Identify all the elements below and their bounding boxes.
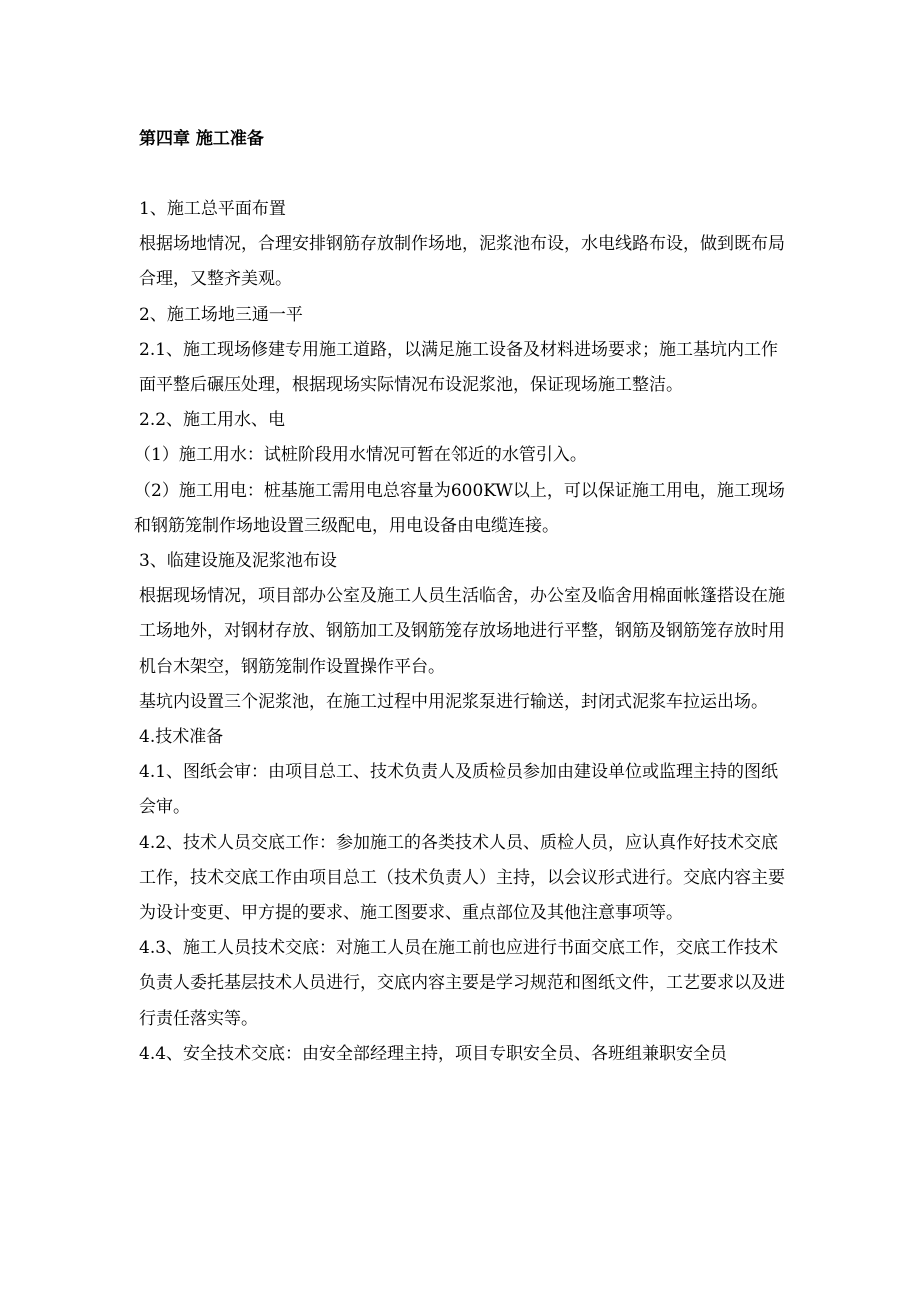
subsection-heading-2-2: 2.2、施工用水、电 bbox=[139, 410, 286, 431]
section-heading-4: 4.技术准备 bbox=[139, 727, 224, 748]
paragraph: 4.1、图纸会审：由项目总工、技术负责人及质检员参加由建设单位或监理主持的图纸会审。 bbox=[139, 762, 779, 818]
section-heading-2: 2、施工场地三通一平 bbox=[139, 304, 303, 325]
paragraph: 根据场地情况，合理安排钢筋存放制作场地，泥浆池布设，水电线路布设，做到既布局合理，又整齐美观。 bbox=[139, 234, 785, 290]
paragraph: 4.3、施工人员技术交底：对施工人员在施工前也应进行书面交底工作，交底工作技术负责人委托基层技术人员进行，交底内容主要是学习规范和图纸文件，工艺要求以及进行责任落实等。 bbox=[139, 938, 785, 1029]
paragraph: 基坑内设置三个泥浆池，在施工过程中用泥浆泵进行输送，封闭式泥浆车拉运出场。 bbox=[139, 691, 768, 712]
section-heading-1: 1、施工总平面布置 bbox=[139, 199, 286, 219]
paragraph: 4.4、安全技术交底：由安全部经理主持，项目专职安全员、各班组兼职安全员 bbox=[139, 1043, 728, 1064]
section-heading-3: 3、临建设施及泥浆池布设 bbox=[139, 551, 337, 572]
document-body bbox=[134, 192, 787, 1072]
paragraph: 4.2、技术人员交底工作：参加施工的各类技术人员、质检人员，应认真作好技术交底工作，技术交底工作由项目总工（技术负责人）主持，以会议形式进行。交底内容主要为设计变更、甲方提的要求、施工图要求、重点部位及其他注意事项等。 bbox=[139, 832, 785, 924]
paragraph: 2.1、施工现场修建专用施工道路，以满足施工设备及材料进场要求；施工基坑内工作面平整后碾压处理，根据现场实际情况布设泥浆池，保证现场施工整洁。 bbox=[139, 339, 779, 396]
chapter-title: 第四章 施工准备 bbox=[139, 129, 264, 149]
paragraph: （2）施工用电：桩基施工需用电总容量为600KW以上，可以保证施工用电，施工现场和钢筋笼制作场地设置三级配电，用电设备由电缆连接。 bbox=[134, 480, 785, 536]
paragraph: 根据现场情况，项目部办公室及施工人员生活临舍，办公室及临舍用棉面帐篷搭设在施工场地外，对钢材存放、钢筋加工及钢筋笼存放场地进行平整，钢筋及钢筋笼存放时用机台木架空，钢筋笼制作设置操作平台。 bbox=[139, 586, 785, 677]
paragraph: （1）施工用水：试桩阶段用水情况可暂在邻近的水管引入。 bbox=[134, 445, 587, 466]
